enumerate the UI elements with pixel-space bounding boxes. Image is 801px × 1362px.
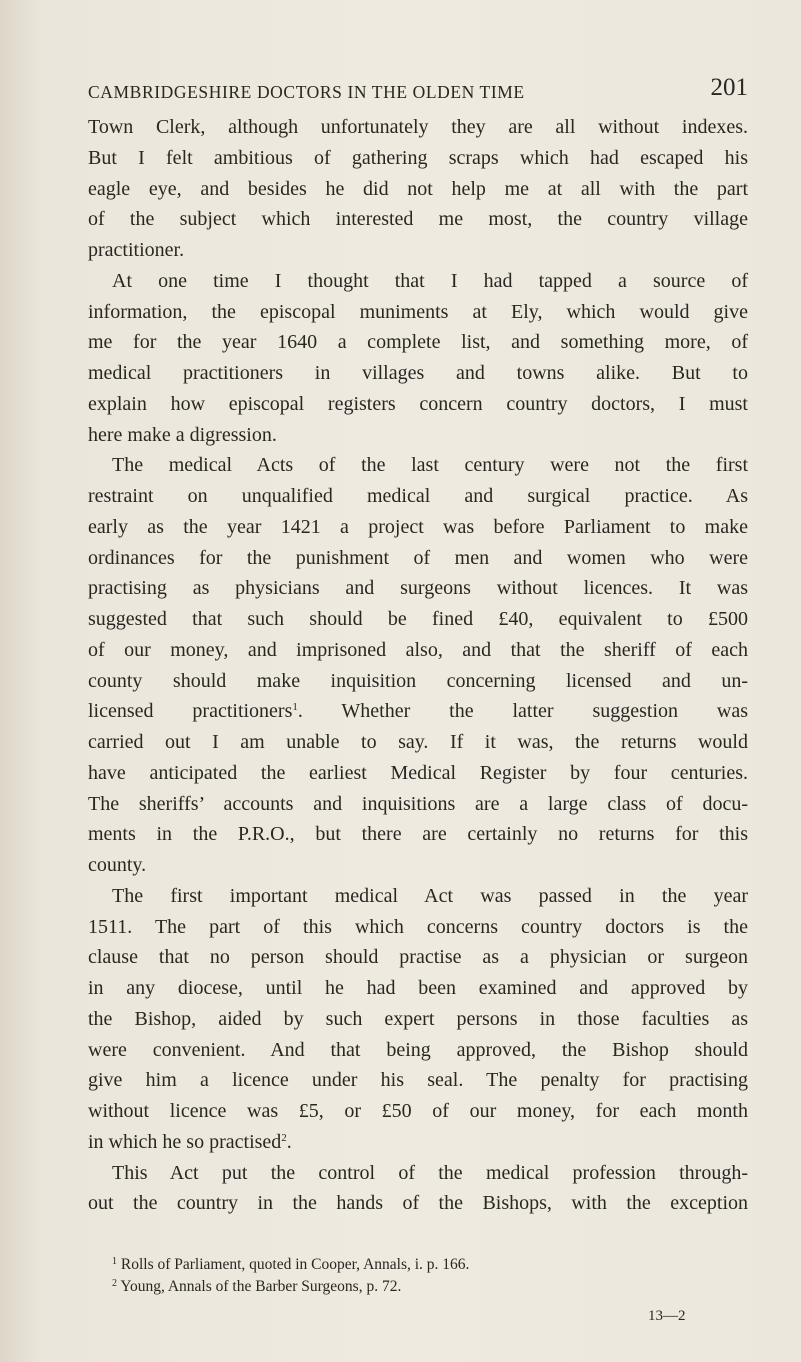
text-line: ordinances for the punishment of men and women who were — [88, 546, 748, 569]
footnote-mark: 2 — [112, 1278, 117, 1289]
text-line: give him a licence under his seal. The penalty for practising — [88, 1069, 748, 1092]
footnote — [88, 1276, 748, 1298]
page-header — [88, 74, 748, 110]
text-line: county. — [88, 854, 147, 876]
text-line: carried out I am unable to say. If it was, the returns would — [88, 731, 748, 753]
text-line: eagle eye, and besides he did not help me at all with the part — [88, 177, 748, 200]
body-text — [88, 112, 748, 1219]
text-line: here make a digression. — [88, 423, 277, 446]
text-line: practising as physicians and surgeons without licences. It was — [88, 577, 748, 600]
text-line: county should make inquisition concerning licensed and un- — [88, 669, 748, 692]
text-segment: . — [286, 1130, 292, 1153]
text-line: me for the year 1640 a complete list, and something more, of — [88, 331, 748, 354]
text-segment: in which he so practised — [88, 1130, 282, 1153]
text-line: The first important medical Act was passed in the year — [112, 884, 748, 907]
running-head: CAMBRIDGESHIRE DOCTORS IN THE OLDEN TIME — [88, 82, 525, 102]
text-line: the Bishop, aided by such expert persons in those faculties as — [88, 1007, 748, 1030]
signature-mark: 13—2 — [648, 1308, 686, 1324]
text-line: out the country in the hands of the Bishops, with the exception — [88, 1192, 748, 1215]
text-line: This Act put the control of the medical profession through- — [112, 1161, 748, 1184]
text-segment: licensed practitioners — [88, 700, 293, 723]
footnote-text: Young, Annals of the Barber Surgeons, p. 72. — [120, 1278, 402, 1295]
text-line: early as the year 1421 a project was before Parliament to make — [88, 515, 748, 538]
footnotes — [88, 1254, 748, 1298]
text-line: of the subject which interested me most, the country village — [88, 208, 748, 231]
text-line: medical practitioners in villages and towns alike. But to — [88, 362, 748, 384]
text-line: Town Clerk, although unfortunately they are all without indexes. — [88, 116, 748, 138]
footnote-text: Rolls of Parliament, quoted in Cooper, Annals, i. p. 166. — [120, 1256, 470, 1273]
page-number: 201 — [710, 74, 748, 101]
text-line: information, the episcopal muniments at Ely, which would give — [88, 300, 748, 323]
text-line: clause that no person should practise as a physician or surgeon — [88, 946, 748, 969]
text-segment: . Whether the latter suggestion was — [297, 700, 748, 723]
text-line: The medical Acts of the last century were not the first — [112, 454, 748, 477]
text-line: were convenient. And that being approved, the Bishop should — [88, 1038, 748, 1061]
text-line: But I felt ambitious of gathering scraps which had escaped his — [88, 146, 748, 169]
text-line: in any diocese, until he had been examined and approved by — [88, 977, 748, 999]
footnote-ref: 2 — [281, 1131, 287, 1144]
text-line: At one time I thought that I had tapped a source of — [112, 269, 748, 292]
text-line: The sheriffs’ accounts and inquisitions are a large class of docu- — [88, 792, 748, 815]
text-line: 1511. The part of this which concerns country doctors is the — [88, 915, 748, 938]
text-line: have anticipated the earliest Medical Register by four centuries. — [88, 761, 748, 784]
text-line: explain how episcopal registers concern country doctors, I must — [88, 392, 748, 415]
text-line: without licence was £5, or £50 of our money, for each month — [88, 1100, 748, 1122]
text-line: ments in the P.R.O., but there are certainly no returns for this — [88, 823, 748, 846]
text-line: of our money, and imprisoned also, and that the sheriff of each — [88, 638, 748, 661]
footnote-ref: 1 — [292, 701, 298, 714]
footnote — [88, 1254, 748, 1276]
text-line: suggested that such should be fined £40, equivalent to £500 — [88, 608, 748, 630]
footnote-mark: 1 — [112, 1256, 117, 1267]
text-line: practitioner. — [88, 239, 185, 261]
text-line — [88, 1127, 748, 1158]
text-line — [88, 696, 748, 727]
text-line: restraint on unqualified medical and surgical practice. As — [88, 485, 748, 507]
